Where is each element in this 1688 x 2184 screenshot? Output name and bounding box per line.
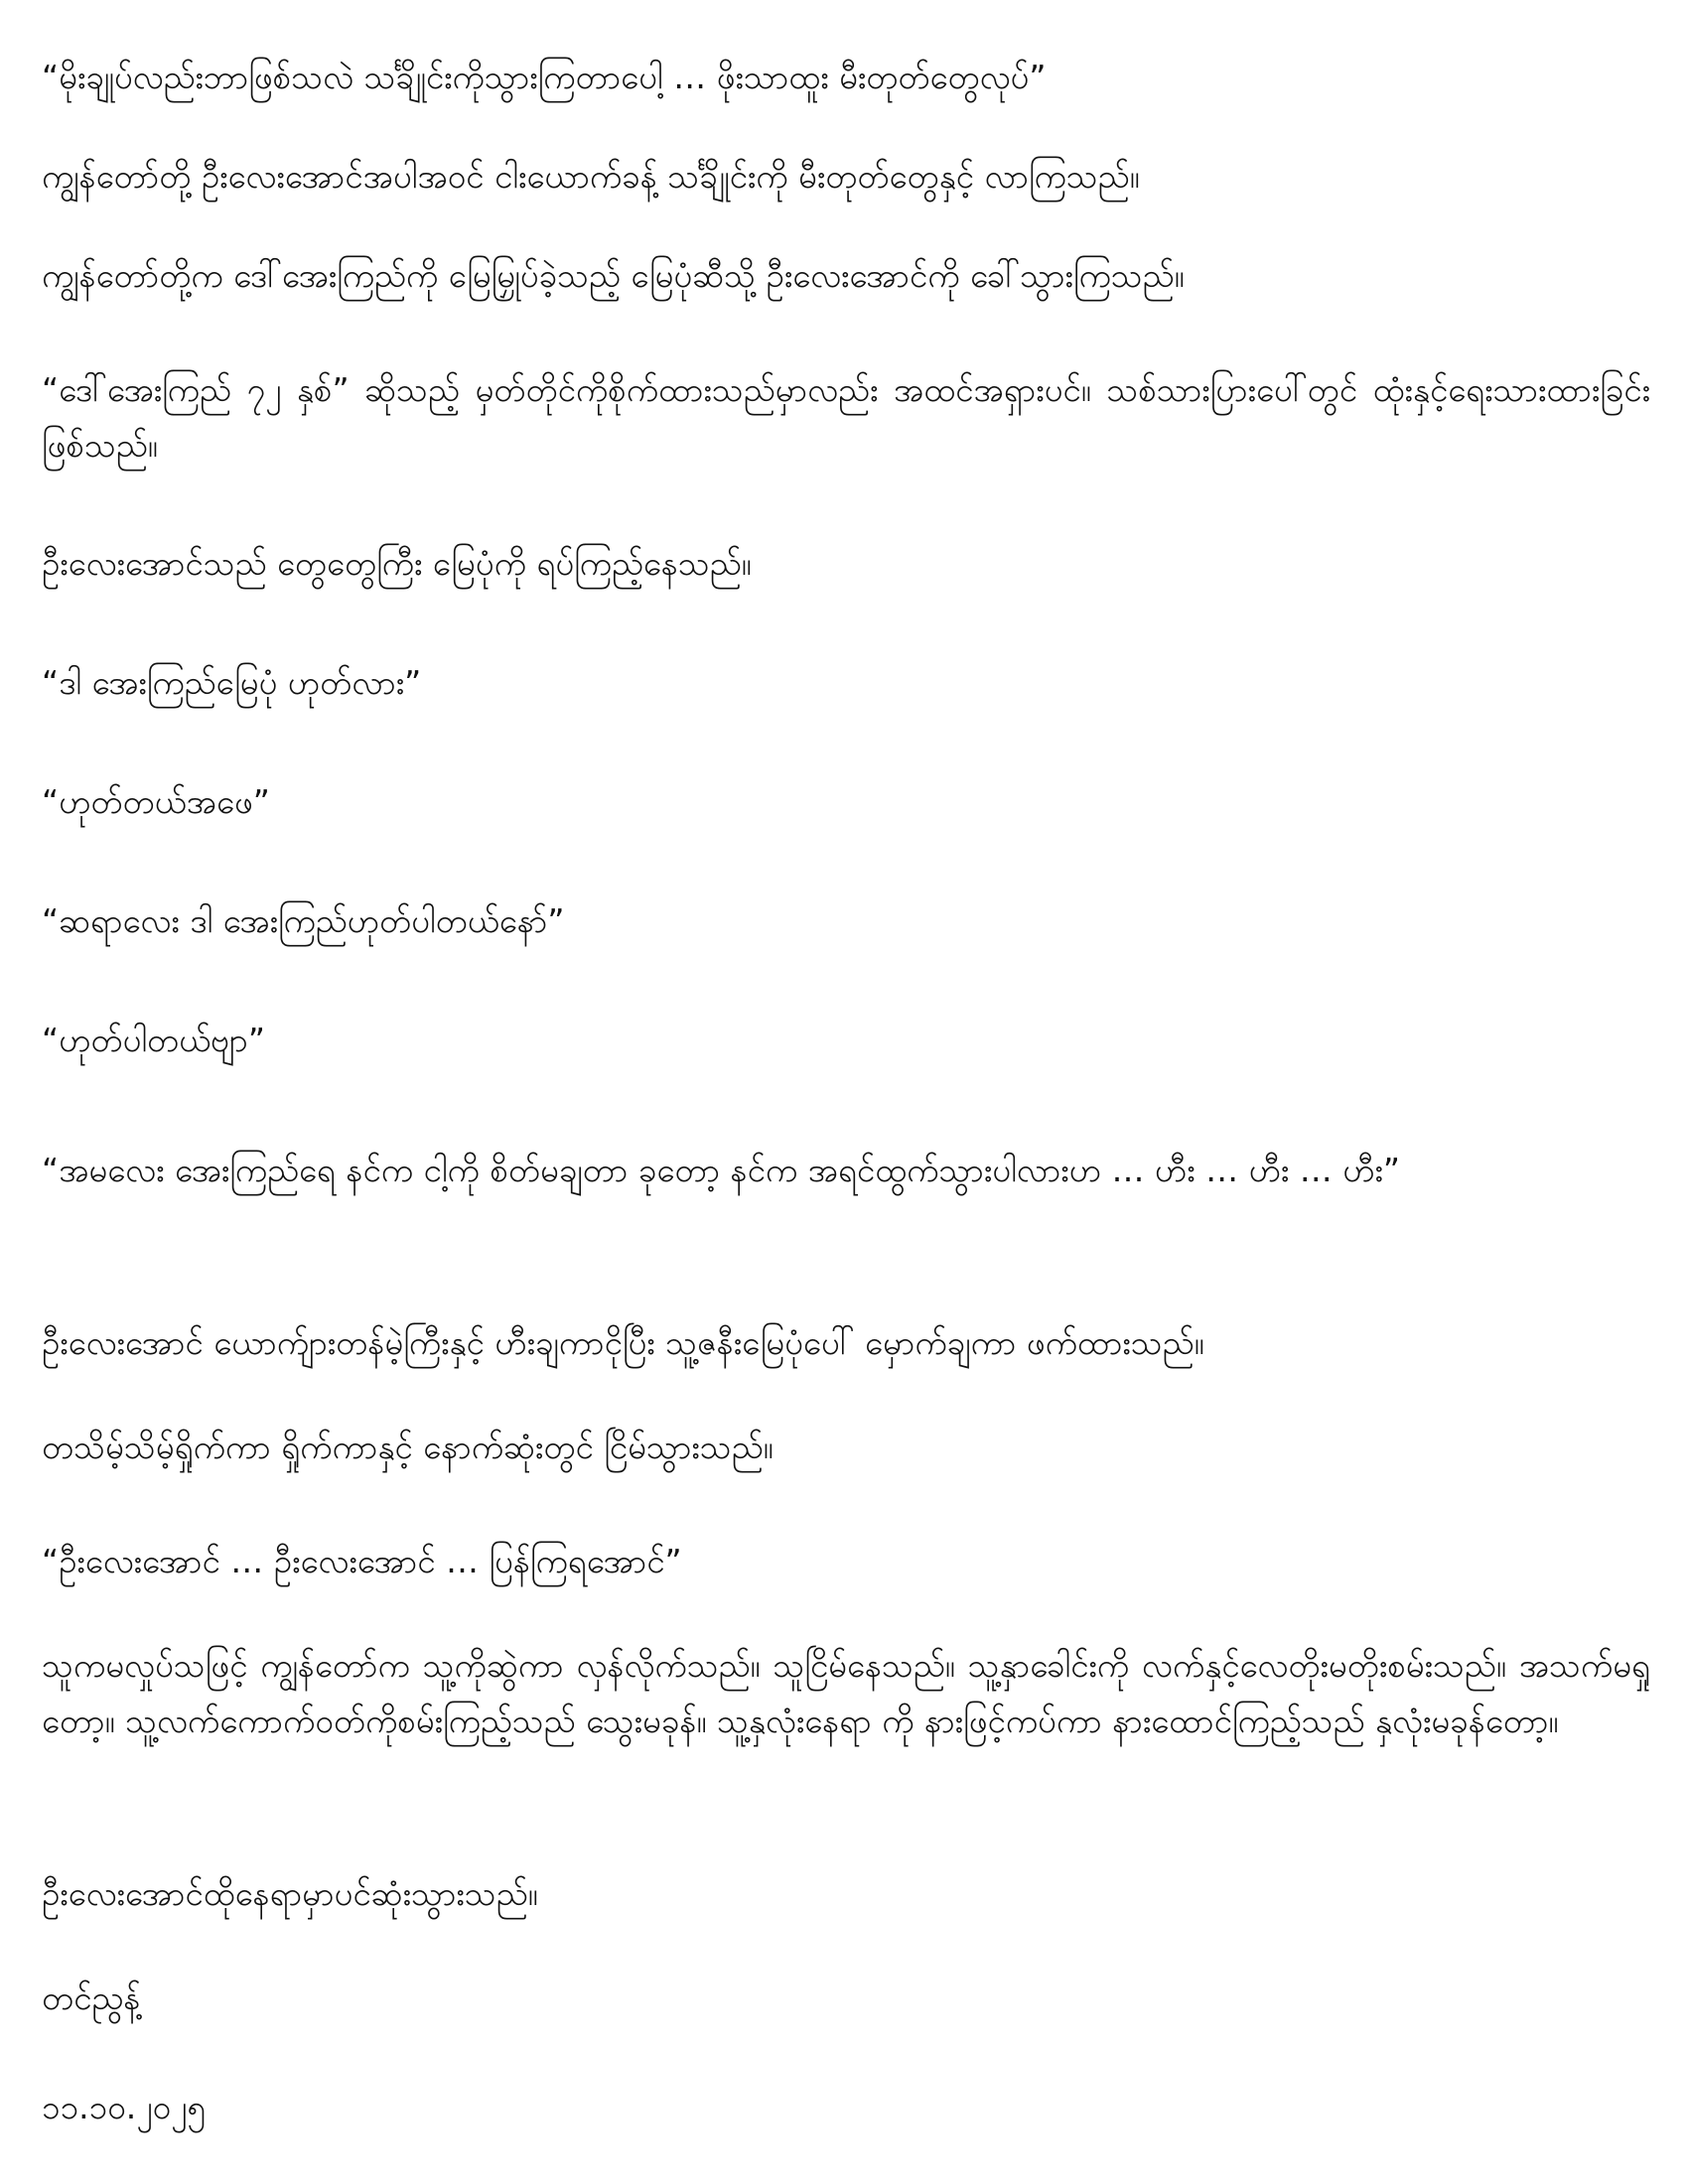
- date-line: ၁၁.၁၀.၂၀၂၅: [42, 2088, 206, 2126]
- paragraph-7: “ဟုတ်တယ်အဖေ”: [42, 782, 270, 821]
- document-page: [42, 0, 1650, 2184]
- paragraph-15: ဦးလေးအောင်ထိုနေရာမှာပင်ဆုံးသွားသည်။: [42, 1874, 538, 1913]
- paragraph-4: “ဒေါ်အေးကြည် ၇၂ နှစ်” ဆိုသည့် မှတ်တိုင်ကိုစိုက်ထားသည်မှာလည်း အထင်အရှားပင်။ သစ်သားပြားပေါ်တွင် ထုံးနှင့်ရေးသားထားခြင်းဖြစ်သည်။: [42, 370, 1650, 465]
- paragraph-11: ဦးလေးအောင် ယောက်ျားတန်မဲ့ကြီးနှင့် ဟီးချကာငိုပြီး သူ့ဇနီးမြေပုံပေါ် မှောက်ချကာ ဖက်ထားသည်။: [42, 1323, 1204, 1362]
- paragraph-1: “မိုးချုပ်လည်းဘာဖြစ်သလဲ သင်္ချိုင်းကိုသွားကြတာပေါ့ … ဖိုးသာထူး မီးတုတ်တွေလုပ်”: [42, 58, 1047, 96]
- author-name: တင်ညွန့်: [42, 1979, 141, 2017]
- paragraph-3: ကျွန်တော်တို့က ဒေါ်အေးကြည်ကို မြေမြှုပ်ခဲ့သည့် မြေပုံဆီသို့ ဦးလေးအောင်ကို ခေါ်သွားကြသည်။: [42, 256, 1185, 295]
- paragraph-12: တသိမ့်သိမ့်ရှိုက်ကာ ရှိုက်ကာနှင့် နောက်ဆုံးတွင် ငြိမ်သွားသည်။: [42, 1428, 774, 1466]
- paragraph-8: “ဆရာလေး ဒါ အေးကြည်ဟုတ်ပါတယ်နော်”: [42, 901, 565, 940]
- paragraph-5: ဦးလေးအောင်သည် တွေတွေကြီး မြေပုံကို ရပ်ကြည့်နေသည်။: [42, 544, 752, 583]
- paragraph-14: သူကမလှုပ်သဖြင့် ကျွန်တော်က သူ့ကိုဆွဲကာ လှန်လိုက်သည်။ သူငြိမ်နေသည်။ သူ့နှာခေါင်းကို လက်နှင့်လေတိုးမတိုးစမ်းသည်။ အသက်မရှုတော့။ သူ့လက်ကောက်ဝတ်ကိုစမ်းကြည့်သည် သွေးမခုန်။ သူ့နှလုံးနေရာ ကို နားဖြင့်ကပ်ကာ နားထောင်ကြည့်သည် နှလုံးမခုန်တော့။: [42, 1646, 1650, 1740]
- paragraph-13: “ဦးလေးအောင် … ဦးလေးအောင် … ပြန်ကြရအောင်”: [42, 1542, 682, 1580]
- paragraph-9: “ဟုတ်ပါတယ်ဗျာ”: [42, 1021, 265, 1059]
- paragraph-10: “အမလေး အေးကြည်ရေ နင်က ငါ့ကို စိတ်မချတာ ခုတော့ နင်က အရင်ထွက်သွားပါလားဟ … ဟီး … ဟီး … ဟီး”: [42, 1151, 1401, 1189]
- paragraph-2: ကျွန်တော်တို့ ဦးလေးအောင်အပါအဝင် ငါးယောက်ခန့် သင်္ချိုင်းကို မီးတုတ်တွေနှင့် လာကြသည်။: [42, 157, 1140, 196]
- paragraph-6: “ဒါ အေးကြည်မြေပုံ ဟုတ်လား”: [42, 663, 422, 702]
